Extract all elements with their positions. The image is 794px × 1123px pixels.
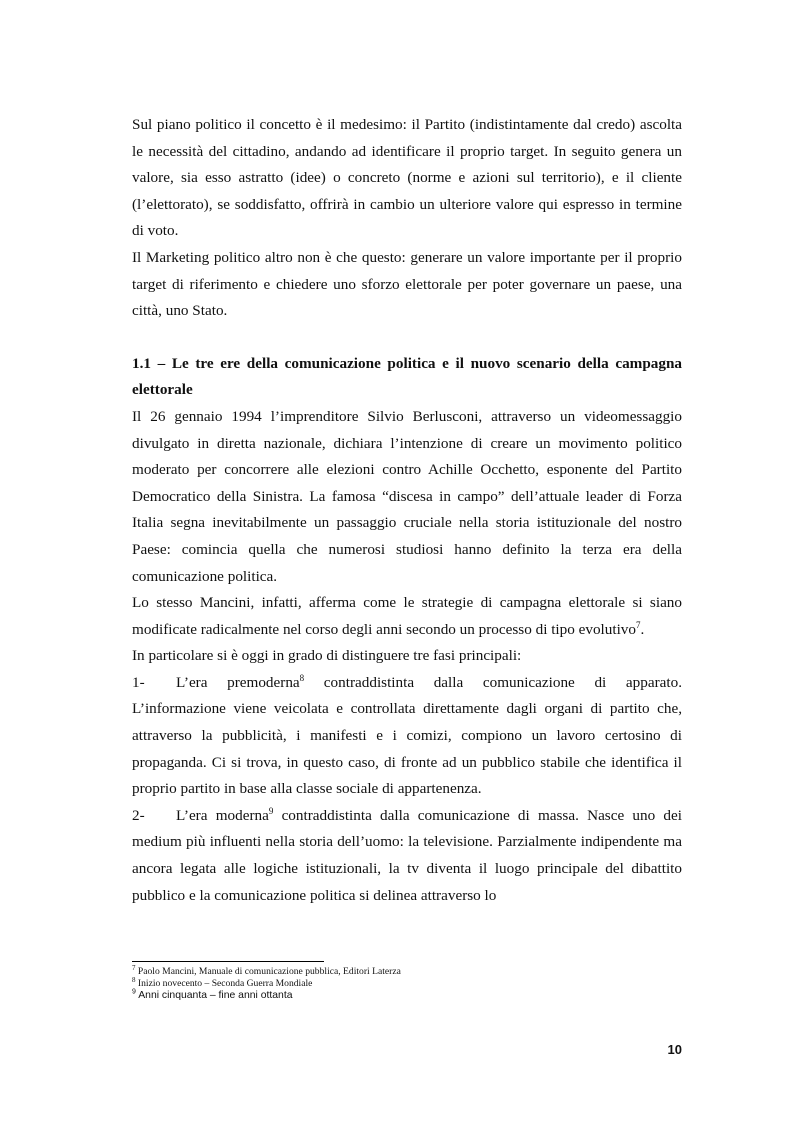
footnotes bbox=[132, 963, 682, 1002]
footnote-ref[interactable]: 8 bbox=[299, 672, 305, 683]
footnote-number: 8 bbox=[132, 975, 136, 984]
list-text: contraddistinta dalla comunicazione di massa. Nasce uno dei medium più influenti nella storia dell’uomo: la televisione. Parzialmente indipendente ma ancora legata alle logiche istituzionali, la tv diventa il luogo principale del dibattito pubblico e la comunicazione politica si delinea attraverso lo bbox=[132, 806, 682, 904]
list-text: contraddistinta dalla comunicazione di apparato. L’informazione viene veicolata e controllata direttamente dagli organi di partito che, attraverso la pubblicità, i manifesti e i comizi, compiono un lavoro certosino di propaganda. Ci si trova, in questo caso, di fronte ad un pubblico stabile che identifica il proprio partito in base alla classe sociale di appartenenza. bbox=[132, 673, 682, 798]
paragraph: In particolare si è oggi in grado di distinguere tre fasi principali: bbox=[132, 647, 522, 665]
footnote bbox=[132, 975, 682, 990]
footnote-text: Inizio novecento – Seconda Guerra Mondiale bbox=[137, 978, 313, 989]
footnote-ref[interactable]: 9 bbox=[268, 805, 274, 816]
footnote bbox=[132, 990, 682, 1002]
list-lead: L’era moderna bbox=[176, 806, 269, 824]
list-item bbox=[132, 803, 682, 909]
footnote-ref[interactable]: 7 bbox=[636, 619, 641, 630]
paragraph-end: . bbox=[640, 620, 645, 638]
footnote-number: 9 bbox=[132, 988, 136, 996]
paragraph: Il Marketing politico altro non è che questo: generare un valore importante per il proprio target di riferimento e chiedere uno sforzo elettorale per poter governare un paese, una città, uno Stato. bbox=[132, 248, 682, 320]
list-number: 1- bbox=[132, 673, 145, 691]
footnote-number: 7 bbox=[132, 963, 136, 972]
list-number: 2- bbox=[132, 806, 145, 824]
list-item bbox=[132, 670, 682, 803]
paragraph-text: Lo stesso Mancini, infatti, afferma come le strategie di campagna elettorale si siano modificate radicalmente nel corso degli anni secondo un processo di tipo evolutivo bbox=[132, 594, 682, 638]
footnote-divider bbox=[132, 961, 324, 962]
list-lead: L’era premoderna bbox=[176, 673, 300, 691]
footnote-text: Paolo Mancini, Manuale di comunicazione pubblica, Editori Laterza bbox=[137, 966, 401, 977]
footnote bbox=[132, 963, 682, 978]
paragraph: Il 26 gennaio 1994 l’imprenditore Silvio Berlusconi, attraverso un videomessaggio divulgato in diretta nazionale, dichiara l’intenzione di creare un movimento politico moderato per concorrere alle elezioni contro Achille Occhetto, esponente del Partito Democratico della Sinistra. La famosa “discesa in campo” dell’attuale leader di Forza Italia segna inevitabilmente un passaggio cruciale nella storia istituzionale del nostro Paese: comincia quella che numerosi studiosi hanno definito la terza era della comunicazione politica. bbox=[132, 407, 682, 585]
paragraph bbox=[132, 590, 682, 643]
section-heading: 1.1 – Le tre ere della comunicazione politica e il nuovo scenario della campagna elettorale bbox=[132, 354, 682, 399]
paragraph: Sul piano politico il concetto è il medesimo: il Partito (indistintamente dal credo) ascolta le necessità del cittadino, andando ad identificare il proprio target. In seguito genera un valore, sia esso astratto (idee) o concreto (norme e azioni sul territorio), e il cliente (l’elettorato), se soddisfatto, offrirà in cambio un ulteriore valore qui espresso in termine di voto. bbox=[132, 116, 682, 240]
page-number: 10 bbox=[667, 1042, 682, 1057]
body-text bbox=[132, 112, 682, 909]
footnote-text: Anni cinquanta – fine anni ottanta bbox=[138, 990, 293, 1001]
